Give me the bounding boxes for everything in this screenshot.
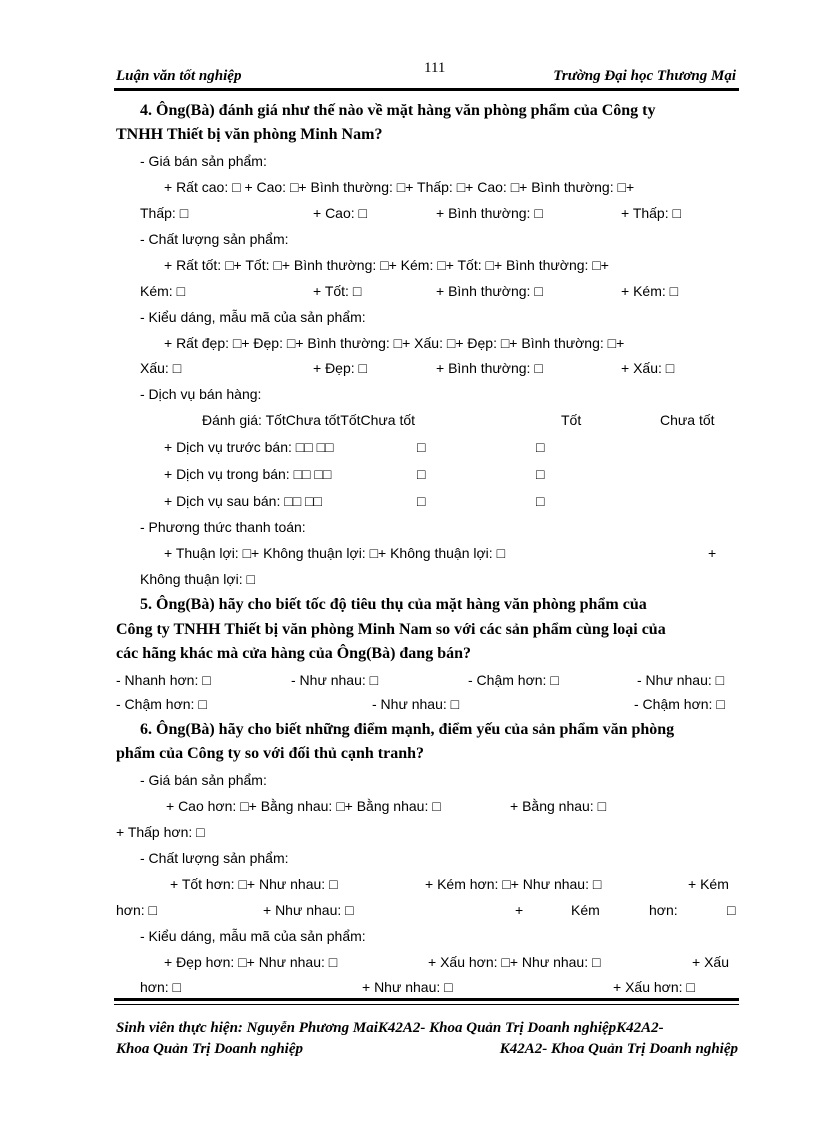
q6-price-line1b: + Bằng nhau: □ bbox=[510, 798, 607, 814]
q4-style-label: - Kiểu dáng, mẫu mã của sản phẩm: bbox=[140, 309, 366, 325]
q4-style-line2d: + Xấu: □ bbox=[621, 360, 675, 376]
q5-option: - Như nhau: □ bbox=[637, 672, 725, 688]
q4-quality-line2b: + Tốt: □ bbox=[313, 283, 362, 299]
q5-option: - Chậm hơn: □ bbox=[634, 696, 725, 712]
q4-service-row-label: + Dịch vụ sau bán: □□ □□ bbox=[164, 493, 322, 509]
q4-price-line2d: + Thấp: □ bbox=[621, 205, 681, 221]
q4-price-line2b: + Cao: □ bbox=[313, 205, 367, 221]
q4-service-header-chuatot: Chưa tốt bbox=[660, 412, 715, 428]
q6-quality-line2c: + bbox=[515, 902, 524, 918]
q4-style-line2b: + Đẹp: □ bbox=[313, 360, 367, 376]
q6-quality-line2a: hơn: □ bbox=[116, 902, 157, 918]
q6-quality-line2d: Kém bbox=[571, 902, 600, 918]
q6-style-line2c: + Xấu hơn: □ bbox=[613, 979, 695, 995]
header-rule bbox=[114, 88, 739, 91]
q6-quality-line2f: □ bbox=[727, 902, 736, 918]
q4-price-line2a: Thấp: □ bbox=[140, 205, 189, 221]
q4-style-line2c: + Bình thường: □ bbox=[436, 360, 543, 376]
q4-payment-line1-plus: + bbox=[708, 545, 717, 561]
q6-style-line1b: + Xấu hơn: □+ Như nhau: □ bbox=[428, 954, 601, 970]
q6-quality-line2e: hơn: bbox=[649, 902, 678, 918]
q5-option: - Nhanh hơn: □ bbox=[116, 672, 211, 688]
q4-service-label: - Dịch vụ bán hàng: bbox=[140, 386, 262, 402]
q4-price-label: - Giá bán sản phẩm: bbox=[140, 153, 267, 169]
q4-quality-line1: + Rất tốt: □+ Tốt: □+ Bình thường: □+ Kém: □+ Tốt: □+ Bình thường: □+ bbox=[164, 257, 609, 273]
q4-style-line1: + Rất đẹp: □+ Đẹp: □+ Bình thường: □+ Xấu: □+ Đẹp: □+ Bình thường: □+ bbox=[164, 335, 625, 351]
q4-title-line2: TNHH Thiết bị văn phòng Minh Nam? bbox=[116, 126, 383, 143]
q4-service-row-checkbox[interactable]: □ bbox=[536, 439, 545, 455]
q4-service-row-checkbox[interactable]: □ bbox=[536, 493, 545, 509]
q4-service-header: Đánh giá: TốtChưa tốtTốtChưa tốt bbox=[202, 412, 416, 428]
q4-payment-line2: Không thuận lợi: □ bbox=[140, 571, 255, 587]
q5-title-line1: 5. Ông(Bà) hãy cho biết tốc độ tiêu thụ của mặt hàng văn phòng phẩm của bbox=[140, 596, 647, 613]
q6-price-label: - Giá bán sản phẩm: bbox=[140, 772, 267, 788]
q5-option: - Chậm hơn: □ bbox=[468, 672, 559, 688]
q4-service-row-label: + Dịch vụ trước bán: □□ □□ bbox=[164, 439, 334, 455]
q6-style-line2b: + Như nhau: □ bbox=[362, 979, 453, 995]
page-number: 111 bbox=[424, 60, 446, 76]
q5-title-line3: các hãng khác mà cửa hàng của Ông(Bà) đang bán? bbox=[116, 645, 471, 662]
q4-service-header-tot: Tốt bbox=[561, 412, 582, 428]
q6-title-line2: phẩm của Công ty so với đối thủ cạnh tranh? bbox=[116, 745, 425, 762]
q4-quality-line2c: + Bình thường: □ bbox=[436, 283, 543, 299]
q6-quality-line2b: + Như nhau: □ bbox=[263, 902, 354, 918]
q4-quality-label: - Chất lượng sản phẩm: bbox=[140, 231, 289, 247]
q6-style-label: - Kiểu dáng, mẫu mã của sản phẩm: bbox=[140, 928, 366, 944]
header-left: Luận văn tốt nghiệp bbox=[116, 68, 242, 84]
footer-line2-left: Khoa Quản Trị Doanh nghiệp bbox=[116, 1041, 304, 1057]
q4-style-line2a: Xấu: □ bbox=[140, 360, 182, 376]
q4-payment-label: - Phương thức thanh toán: bbox=[140, 519, 306, 535]
q6-price-line1: + Cao hơn: □+ Bằng nhau: □+ Bằng nhau: □ bbox=[166, 798, 441, 814]
q4-quality-line2a: Kém: □ bbox=[140, 283, 186, 299]
q4-service-row-label: + Dịch vụ trong bán: □□ □□ bbox=[164, 466, 332, 482]
footer-line2-right: K42A2- Khoa Quản Trị Doanh nghiệp bbox=[499, 1041, 738, 1057]
q4-service-row-checkbox[interactable]: □ bbox=[536, 466, 545, 482]
q6-style-line1c: + Xấu bbox=[692, 954, 729, 970]
q6-quality-line1c: + Kém bbox=[688, 876, 729, 892]
q5-option: - Chậm hơn: □ bbox=[116, 696, 207, 712]
q5-option: - Như nhau: □ bbox=[291, 672, 379, 688]
q6-quality-line1b: + Kém hơn: □+ Như nhau: □ bbox=[425, 876, 602, 892]
footer-line1: Sinh viên thực hiện: Nguyễn Phương MaiK42A2- Khoa Quản Trị Doanh nghiệpK42A2- bbox=[116, 1020, 664, 1036]
q6-quality-label: - Chất lượng sản phẩm: bbox=[140, 850, 289, 866]
q6-style-line1a: + Đẹp hơn: □+ Như nhau: □ bbox=[164, 954, 338, 970]
q6-price-line2: + Thấp hơn: □ bbox=[116, 824, 205, 840]
q5-title-line2: Công ty TNHH Thiết bị văn phòng Minh Nam so với các sản phẩm cùng loại của bbox=[116, 621, 666, 638]
q4-price-line2c: + Bình thường: □ bbox=[436, 205, 543, 221]
q6-style-line2a: hơn: □ bbox=[140, 979, 181, 995]
q5-option: - Như nhau: □ bbox=[372, 696, 460, 712]
q4-service-row-checkbox[interactable]: □ bbox=[417, 466, 426, 482]
q4-payment-line1: + Thuận lợi: □+ Không thuận lợi: □+ Không thuận lợi: □ bbox=[164, 545, 506, 561]
header-right: Trường Đại học Thương Mại bbox=[553, 68, 736, 84]
q6-title-line1: 6. Ông(Bà) hãy cho biết những điểm mạnh, điểm yếu của sản phẩm văn phòng bbox=[140, 721, 675, 738]
q4-quality-line2d: + Kém: □ bbox=[621, 283, 679, 299]
footer-rule-thick bbox=[114, 998, 739, 1001]
q4-service-row-checkbox[interactable]: □ bbox=[417, 439, 426, 455]
q6-quality-line1a: + Tốt hơn: □+ Như nhau: □ bbox=[170, 876, 338, 892]
q4-title-line1: 4. Ông(Bà) đánh giá như thế nào về mặt hàng văn phòng phẩm của Công ty bbox=[140, 102, 656, 119]
q4-service-row-checkbox[interactable]: □ bbox=[417, 493, 426, 509]
footer-rule-thin bbox=[114, 1004, 739, 1005]
q4-price-line1: + Rất cao: □ + Cao: □+ Bình thường: □+ Thấp: □+ Cao: □+ Bình thường: □+ bbox=[164, 179, 635, 195]
